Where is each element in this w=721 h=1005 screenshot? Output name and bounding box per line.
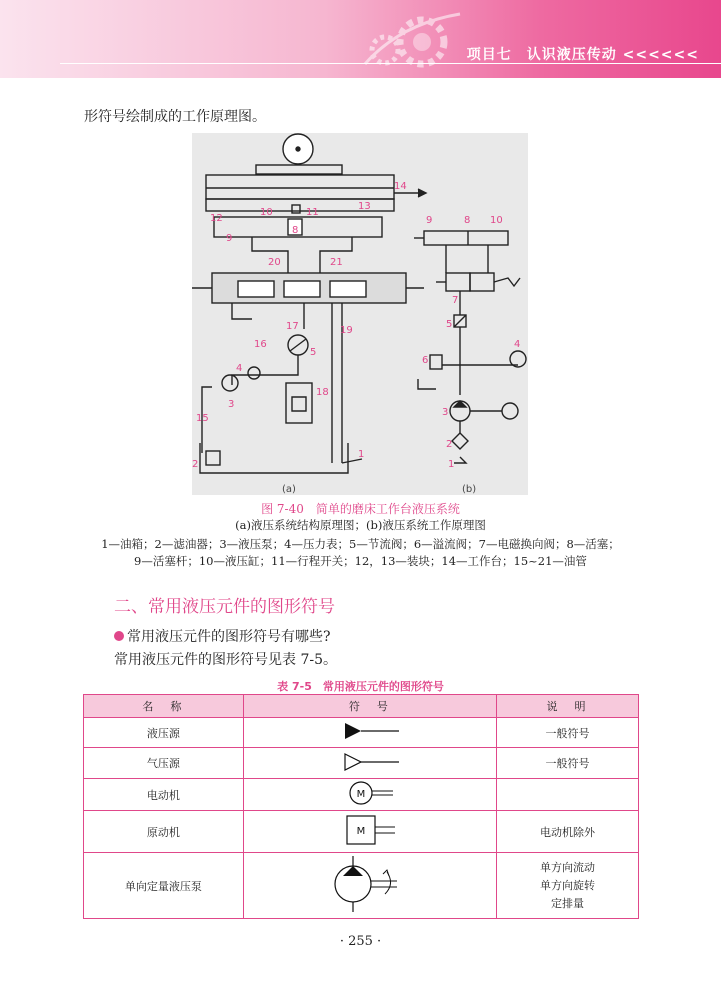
table-row xyxy=(84,748,639,779)
row-name: 电动机 xyxy=(84,779,244,811)
svg-text:10: 10 xyxy=(490,215,503,226)
svg-text:11: 11 xyxy=(306,207,319,218)
row-note: 一般符号 xyxy=(497,748,639,779)
svg-text:14: 14 xyxy=(394,181,407,192)
figure-legend-line2: 9—活塞杆；10—液压缸；11—行程开关；12，13—装块；14—工作台；15~21—油管 xyxy=(134,554,587,568)
table-row xyxy=(84,779,639,811)
row-symbol xyxy=(243,853,496,919)
pneumatic-source-icon xyxy=(335,752,405,772)
figure-caption-sub: (a)液压系统结构原理图；(b)液压系统工作原理图 xyxy=(235,518,486,532)
header-note: 说 明 xyxy=(497,695,639,718)
svg-text:1: 1 xyxy=(358,449,365,460)
question-line xyxy=(114,626,331,646)
row-note: 一般符号 xyxy=(497,718,639,748)
svg-text:9: 9 xyxy=(226,233,233,244)
figure-legend-line1: 1—油箱；2—滤油器；3—液压泵；4—压力表；5—节流阀；6—溢流阀；7—电磁换向阀；8—活塞； xyxy=(101,537,620,551)
page-number: · 255 · xyxy=(339,934,382,949)
svg-text:13: 13 xyxy=(358,201,371,212)
svg-text:10: 10 xyxy=(260,207,273,218)
table-title: 表 7-5 常用液压元件的图形符号 xyxy=(277,680,444,693)
svg-text:3: 3 xyxy=(228,399,235,410)
note-line: 单方向旋转 xyxy=(540,878,596,892)
fixed-displacement-pump-icon xyxy=(325,854,415,914)
row-note: 电动机除外 xyxy=(497,811,639,853)
svg-text:21: 21 xyxy=(330,257,343,268)
table-row xyxy=(84,811,639,853)
table-row xyxy=(84,853,639,919)
chapter-title: 项目七 认识液压传动 <<<<<< xyxy=(466,47,699,63)
hydraulic-source-icon xyxy=(335,721,405,741)
header-symbol: 符 号 xyxy=(243,695,496,718)
svg-text:6: 6 xyxy=(422,355,429,366)
row-name: 液压源 xyxy=(84,718,244,748)
figure-part-numbers xyxy=(192,181,520,470)
svg-text:9: 9 xyxy=(426,215,433,226)
table-row xyxy=(84,718,639,748)
svg-text:2: 2 xyxy=(446,439,453,450)
figure-drawing xyxy=(192,133,528,495)
svg-text:3: 3 xyxy=(442,407,449,418)
row-note xyxy=(497,853,639,919)
prime-mover-icon xyxy=(335,813,405,847)
svg-text:5: 5 xyxy=(446,319,453,330)
row-symbol xyxy=(243,811,496,853)
svg-text:16: 16 xyxy=(254,339,267,350)
svg-text:1: 1 xyxy=(448,459,455,470)
figure-label-b: (b) xyxy=(462,484,477,495)
row-name: 单向定量液压泵 xyxy=(84,853,244,919)
row-symbol xyxy=(243,779,496,811)
svg-text:4: 4 xyxy=(514,339,521,350)
electric-motor-icon xyxy=(335,780,405,806)
row-symbol xyxy=(243,748,496,779)
table-header-row xyxy=(84,695,639,718)
svg-text:19: 19 xyxy=(340,325,353,336)
intro-text: 形符号绘制成的工作原理图。 xyxy=(84,109,266,125)
header-name: 名 称 xyxy=(84,695,244,718)
bullet-dot-icon xyxy=(114,631,124,641)
svg-text:20: 20 xyxy=(268,257,281,268)
svg-text:4: 4 xyxy=(236,363,243,374)
motor-letter: M xyxy=(356,826,366,837)
hydraulic-system-figure xyxy=(192,133,528,495)
svg-text:5: 5 xyxy=(310,347,317,358)
svg-text:12: 12 xyxy=(210,213,223,224)
svg-text:2: 2 xyxy=(192,459,199,470)
answer-text: 常用液压元件的图形符号见表 7-5。 xyxy=(114,652,337,668)
question-text: 常用液压元件的图形符号有哪些? xyxy=(127,629,331,645)
gear-decoration-icon xyxy=(360,4,470,76)
row-name: 气压源 xyxy=(84,748,244,779)
row-note xyxy=(497,779,639,811)
svg-text:17: 17 xyxy=(286,321,299,332)
row-name: 原动机 xyxy=(84,811,244,853)
note-line: 定排量 xyxy=(551,896,585,910)
note-line: 单方向流动 xyxy=(540,860,596,874)
figure-label-a: (a) xyxy=(282,484,296,495)
svg-text:18: 18 xyxy=(316,387,329,398)
svg-text:7: 7 xyxy=(452,295,459,306)
row-symbol xyxy=(243,718,496,748)
figure-caption-title: 图 7-40 简单的磨床工作台液压系统 xyxy=(261,502,460,516)
svg-text:15: 15 xyxy=(196,413,209,424)
symbol-table xyxy=(83,694,639,919)
svg-text:8: 8 xyxy=(464,215,471,226)
svg-text:8: 8 xyxy=(292,225,299,236)
motor-letter: M xyxy=(356,789,366,800)
section-title: 二、常用液压元件的图形符号 xyxy=(114,597,335,617)
